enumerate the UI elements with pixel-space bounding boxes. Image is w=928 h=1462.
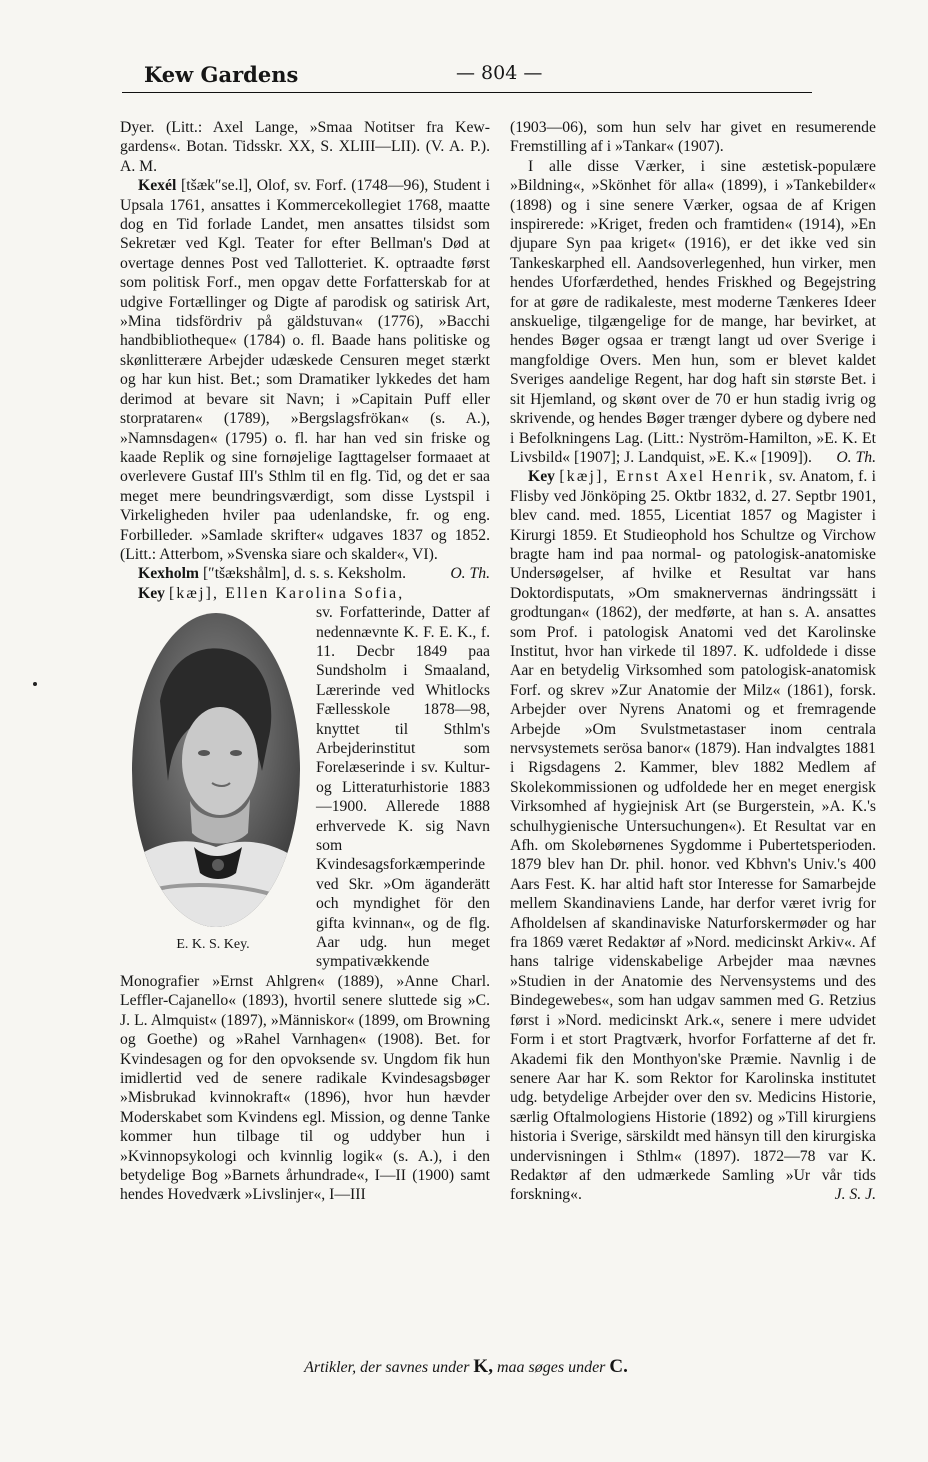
note-prefix: Artikler, der savnes under [304,1359,470,1376]
page-header [120,56,812,90]
portrait-photo [130,611,302,929]
entry-key-axel [510,467,876,1204]
note-letter-k: K, [473,1356,493,1377]
entry-key-axel-name: [kæj], Ernst Axel Henrik, [559,468,775,486]
entry-kew-gardens-end: Dyer. (Litt.: Axel Lange, »Smaa Notitser fra Kew-gardens«. Botan. Tidsskr. XX, S. XLIII—LII). (V. A. P.). A. M. [120,119,490,175]
headword-kexel: Kexél [138,177,177,195]
note-letter-c: C. [609,1356,628,1377]
signature-key-axel: J. S. J. [834,1186,876,1204]
right-column [510,118,876,1205]
portrait-figure [118,605,308,961]
header-rule [122,92,812,93]
headword-kexholm: Kexholm [138,565,200,583]
signature-kexel: O. Th. [450,565,490,583]
note-middle: maa søges under [496,1359,606,1376]
entry-key-ellen-heading [120,584,490,603]
portrait-caption: E. K. S. Key. [176,937,250,953]
margin-dot [33,682,37,686]
entry-key-ellen-continued: (1903—06), som hun selv har givet en resumerende Fremstilling af i »Tankar« (1907). [510,119,876,156]
entry-key-ellen-works-text: I alle disse Værker, i sine æstetisk-populære »Bildning«, »Skönhet för alla« (1899), i »Tankebilder« (1898) og i sine senere Værker, ogsaa de af Krigen inspirerede: »Kriget, freden och framtiden« (1914), »En djupare Syn paa kriget« (1916), er det ikke ved sin Tankeskarphed ell. Aandsoverlegenhed, hun virker, men hendes Uforfærdethed, hendes Friskhed og Begejstring for at gøre de radikaleste, mest moderne Tænkeres Ideer anskuelige, tilgængelige for de mange, har bevirket, at hendes Bøger ogsaa er trængt langt ud over Sverige i mangfoldige Overs. Men hun, som er blevet kaldet Sveriges aandelige Regent, har dog haft sin største Bet. i sit Hjemland, og skønt over de 70 er hun stadig ivrig og skrivende, og hendes Bøger trænger dybere og dybere ned i Befolkningens Lag. (Litt.: Nyström-Hamilton, »E. K. Et Livsbild« [1907]; J. Landquist, »E. K.« [1909]). [510,157,876,466]
cross-reference-note [120,1356,812,1378]
entry-key-ellen-body: sv. Forfatterinde, Datter af nedennævnte K. F. E. K., f. 11. Decbr 1849 paa Sundsholm i Smaaland, Lærerinde ved Whitlocks Fællesskole 1878—98, knyttet til Sthlm's Arbejderinstitut som Forelæserinde i sv. Kultur- og Litteraturhistorie 1883—1900. Allerede 1888 erhvervede K. sig Navn som Kvindesagsforkæmperinde ved Skr. »Om äganderätt och myndighet för den gifta kvinnan«, og de flg. Aar udg. hun meget sympativækkende Monografier »Ernst Ahlgren« (1889), »Anne Charl. Leffler-Cajanello« (1893), hvortil senere sluttede sig »C. J. L. Almquist« (1897), »Människor« (1899, om Browning og Goethe) og »Rahel Varnhagen« (1908). Bet. for Kvindesagen og for den opvoksende sv. Ungdom fik hun imidlertid ved de senere radikale Kvindesagsbøger »Misbrukad kvinnokraft« (1896), hvor hun hævder Moderskabet som Kvindens egl. Mission, og denne Tanke kommer hun tilbage til og uddyber hun i »Kvinnopsykologi och kvinnlig logik« (s. A.), i den betydelige Bog »Barnets århundrade«, I—II (1900) samt hendes Hovedværk »Livslinjer«, I—III [120,604,490,1204]
page-number: — 804 — [456,62,543,84]
entry-kexholm-body: [″tšækshålm], d. s. s. Keksholm. [202,565,407,583]
entry-key-axel-body: sv. Anatom, f. i Flisby ved Jönköping 25. Oktbr 1832, d. 27. Septbr 1901, blev cand. med. 1855, Licentiat 1857 og Magister i Kirurgi 1859. Et Studieophold hos Schultze og Virchow bragte ham ind paa normal- og patologisk-anatomiske Undersøgelser, af hvilke et Resultat var hans Doktordisputats, »Om smaknervernas ändringssätt i grodtungan« (1862), der medførte, at han s. A. ansattes som Prof. i patologisk Anatomi ved det Karolinske Institut, hvor han virkede til 1897. K. udfoldede i disse Aar en betydelig Virksomhed som patologisk-anatomisk Forf. og skrev »Zur Anatomie der Milz« (1861), forsk. Arbejder over Nyrens Anatomi og et fremragende Arbejde »Om Svulstmetastaser inom centrala nervsystemets serösa banor« (1879). Han indvalgtes 1881 i Rigsdagens 2. Kammer, blev 1882 Medlem af Skolekommissionen og udfoldede her en meget energisk Virksomhed af hygiejnisk Art (se Burgerstein, »A. K.'s schulhygienische Untersuchungen«). Et Resultat var en Afh. om Skolebørnenes Sygdomme i Pubertetsperioden. 1879 blev han Dr. phil. honor. ved Kbhvn's Univ.'s 400 Aars Fest. K. har altid haft stor Interesse for Samarbejde mellem Skandinaviens Lande, har derfor været ivrig for Afholdelsen af skandinaviske Naturforskermøder og har fra 1869 været Redaktør af »Nord. medicinskt Arkiv«. Af hans talrige videnskabelige Arbejder maa nævnes »Studien in der Anatomie des Nervensystems und des Bindegewebes«, som han udgav sammen med G. Retzius først i »Nord. medicinskt Ark.«, senere i mere udvidet Form i et stort Pragtværk, hvorfor Forfatterne af det fr. Akademi fik den Monthyon'ske Præmie. Navnlig i de senere Aar har K. som Rektor for Karolinska institutet udg. betydelige Arbejder over den sv. Medicins Historie, særlig Oftalmologiens Historie (1892) og »Till kirurgiens historia i Sverige, särskildt med hänsyn till den kirurgiska undervisningen i Sthlm« (1897). 1872—78 var K. Redaktør af den udmærkede Samling »Ur vår tids forskning«. [510,468,877,1204]
entry-kexel-body: [tšæk″se.l], Olof, sv. Forf. (1748—96), Student i Upsala 1761, ansattes i Kommercekollegiet 1768, maatte dog en Tid forlade Landet, men ansattes tilsidst som Sekretær ved Kgl. Teater for efter Bellman's Død at overtage dennes Post ved Tallotteriet. K. optraadte først som politisk Forf., men opgav dette Forfatterskab for at udgive Fortællinger og Digte af parodisk og satirisk Art, »Mina tidsfördriv på gäldstuvan« (1776), »Bacchi handbibliotheque« (1784) o. fl. Baade hans politiske og skønlitterære Arbejder udæskede Censuren meget stærkt og har kun hist. Bet.; som Dramatiker lykkedes det ham derimod at bevare sit Navn; i »Capitain Puff eller storprataren« (1789), »Bergslagsfrökan« (s. A.), »Namnsdagen« (1795) o. fl. har han ved sin friske og kaade Replik og sine fornøjelige Iagttagelser formaaet at overlevere Gustaf III's Sthlm til en flg. Tid, og det er saa meget mere beundringsværdigt, som disse Lystspil i Virkeligheden hviler paa udenlandske, fr. og eng. Forbilleder. »Samlade skrifter« udgaves 1837 og 1852. (Litt.: Atterbom, »Svenska siare och skalder«, VI). [120,177,491,563]
left-column [120,118,490,1205]
signature-key-ellen: O. Th. [836,448,876,466]
running-head: Kew Gardens [144,62,299,87]
headword-key-axel: Key [528,468,556,486]
entry-key-ellen-name: [kæj], Ellen Karolina Sofia, [168,584,405,602]
headword-key-ellen: Key [138,584,166,602]
entry-key-ellen-works [510,157,876,468]
